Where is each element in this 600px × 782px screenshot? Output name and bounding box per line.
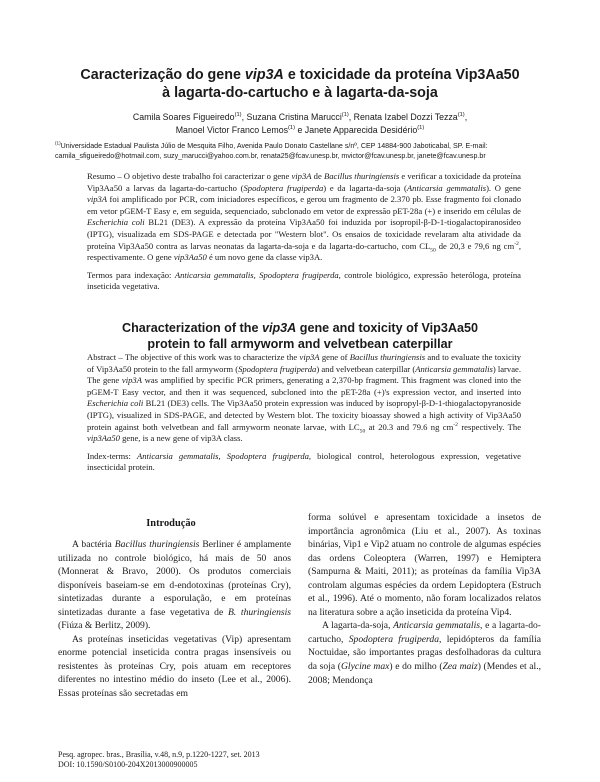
author-name: , Renata Izabel Dozzi Tezza <box>348 112 458 122</box>
author-affiliation-mark: (1) <box>288 125 296 132</box>
resumo-italic: vip3Aa50 <box>173 252 207 263</box>
resumo-text: de <box>311 171 324 181</box>
termos-italic: Anticarsia gemmatalis <box>174 269 254 280</box>
author-name: e Janete Apparecida Desidério <box>295 125 418 135</box>
resumo-text: ) e da lagarta-da-soja ( <box>323 182 407 193</box>
intro-text: , e a lagarta-do-cartucho, <box>308 620 541 645</box>
intro-text: A bactéria <box>72 539 115 550</box>
author-list <box>50 111 550 137</box>
resumo-italic: Escherichia coli <box>87 217 145 228</box>
title-pt-text: Caracterização do gene <box>80 67 245 83</box>
title-en-gene: vip3A <box>261 321 297 335</box>
termos-indexacao <box>87 270 521 293</box>
author-affiliation-mark: (1) <box>417 125 425 132</box>
abstract-block <box>87 352 521 474</box>
title-pt-gene: vip3A <box>244 67 284 83</box>
abstract-italic: Spodoptera frugiperda <box>238 363 317 374</box>
intro-paragraph-4 <box>308 619 541 687</box>
intro-text: A lagarta-da-soja, <box>322 620 394 632</box>
title-portuguese <box>40 66 560 102</box>
intro-italic: Anticarsia gemmatalis <box>393 620 480 632</box>
title-english <box>60 320 540 352</box>
title-pt-text: e toxicidade da proteína Vip3Aa50 <box>283 67 520 83</box>
resumo-text: Resumo – O objetivo deste trabalho foi caracterizar o gene <box>87 171 292 181</box>
resumo-subscript: 50 <box>430 247 436 254</box>
resumo-text: é um novo gene da classe vip3A. <box>206 252 323 263</box>
abstract-text: was amplified by specific PCR primers, generating a 2,370-bp fragment. This fragment was cloned into the pGEM-T Easy vector, and then it was sequenced, subcloned into the pET-28a (+)'s expression vector, and inserted into <box>87 375 521 397</box>
intro-paragraph-2: As proteínas inseticidas vegetativas (Vip) apresentam enorme potencial inseticida contra pragas insensíveis ou resistentes às proteínas Cry, pois atuam em receptores diferentes no intestino médio do inseto (Lee et al., 2006). Essas proteínas são secretadas em <box>58 633 291 700</box>
right-column <box>308 511 541 687</box>
author-affiliation-mark: (1) <box>457 112 465 119</box>
affiliation-emails: camila_sfigueiredo@hotmail.com, suzy_marucci@yahoo.com.br, renata25@fcav.unesp.br, mvictor@fcav.unesp.br, janete@fcav.unesp.br <box>55 151 486 160</box>
resumo-text: ). O gene <box>486 182 521 193</box>
intro-italic: B. thuringiensis <box>227 606 292 618</box>
page-footer <box>58 750 260 770</box>
index-terms <box>87 451 521 474</box>
abstract-text: respectively. The <box>457 421 522 432</box>
intro-italic: Glycine max <box>340 661 390 673</box>
intro-paragraph-1 <box>58 538 291 633</box>
resumo-text: e verificar a toxicidade da proteína Vip3Aa50 a larvas da lagarta-do-cartucho ( <box>87 171 521 193</box>
resumo-superscript: -2 <box>514 240 519 247</box>
termos-label: Termos para indexação: <box>87 269 175 280</box>
abstract-superscript: -2 <box>453 421 458 428</box>
affiliation-address: Universidade Estadual Paulista Júlio de Mesquita Filho, Avenida Paulo Donato Castellane s/nº, CEP 14884-900 Jaboticabal, SP. E-mail: <box>60 142 488 150</box>
title-en-text: gene and toxicity of Vip3Aa50 <box>296 321 478 335</box>
section-heading-introducao: Introdução <box>146 518 196 529</box>
abstract-text: Abstract – The objective of this work was to characterize the <box>87 352 300 362</box>
abstract-text: gene of <box>319 352 350 362</box>
resumo-paragraph <box>87 171 521 264</box>
resumo-block <box>87 171 521 293</box>
abstract-italic: vip3A <box>299 352 320 362</box>
affiliation <box>55 142 555 161</box>
title-en-text: Characterization of the <box>122 321 262 335</box>
abstract-text: gene, is a new gene of vip3A class. <box>119 433 243 444</box>
left-column <box>58 538 291 701</box>
intro-italic: Zea maiz <box>442 661 478 673</box>
resumo-text: BL21 (DE3). A expressão da proteína Vip3Aa50 foi induzida por isopropil-β-D-1-tiogalactopiranosídeo (IPTG), visualizada em SDS-PAGE e detectada por "Western blot". Os ensaios de toxicidade revelaram alta atividade da proteína Vip3Aa50 contra as larvas neonatas da lagarta-da-soja e da lagarta-do-cartucho, com CL <box>87 217 521 251</box>
abstract-italic: Anticarsia gemmatalis <box>415 363 493 374</box>
abstract-italic: Bacillus thuringiensis <box>349 352 426 362</box>
termos-text: , <box>253 269 260 280</box>
intro-text: Berliner é amplamente utilizada no controle biológico, há mais de 50 anos (Monnerat & Bravo, 2000). Os produtos comerciais disponíveis baseiam-se em d-endotoxinas (proteínas Cry), sintetizadas durante a esporulação, e em proteínas sintetizadas durante a fase vegetativa de <box>58 539 291 618</box>
doi-line: DOI: 10.1590/S0100-204X2013000900005 <box>58 760 198 769</box>
termos-text: , controle biológico, expressão heteróloga, proteína inseticida vegetativa. <box>87 269 521 292</box>
index-terms-label: Index-terms: <box>87 450 137 461</box>
index-terms-text: , biological control, heterologous expression, vegetative insecticidal protein. <box>87 450 521 473</box>
author-affiliation-mark: (1) <box>341 112 349 119</box>
abstract-text: and to evaluate the toxicity of Vip3Aa50 protein to the fall armyworm ( <box>87 352 522 374</box>
abstract-subscript: 50 <box>359 428 366 435</box>
author-separator: , <box>464 112 468 122</box>
resumo-italic: vip3A <box>87 194 108 205</box>
abstract-text: ) larvae. The gene <box>87 363 521 386</box>
abstract-italic: vip3Aa50 <box>87 433 120 444</box>
abstract-text: BL21 (DE3) cells. The Vip3Aa50 protein expression was induced by isopropyl-β-D-1-thiogalactopyranoside (IPTG), visualized in SDS-PAGE, and detected by Western blot. The toxicity bioassay showed a high activity of Vip3Aa50 protein against both velvetbean and fall armyworm neonate larvae, with LC <box>87 398 521 432</box>
resumo-text: foi amplificado por PCR, com iniciadores específicos, e gerou um fragmento de 2.370 pb. Esse fragmento foi clonado em vetor pGEM-T Easy e, em seguida, sequenciado, subclonado em vetor de expressão pET-28a (+) e inserido em células de <box>87 194 521 216</box>
abstract-italic: Escherichia coli <box>87 398 144 409</box>
intro-italic: Spodoptera frugiperda <box>348 633 439 645</box>
termos-italic: Spodoptera frugiperda <box>259 269 339 280</box>
intro-italic: Bacillus thuringiensis <box>114 539 200 550</box>
intro-text: ) (Mendes et al., 2008; Mendonça <box>308 661 541 686</box>
resumo-text: de 20,3 e 79,6 ng cm <box>435 240 515 251</box>
index-terms-italic: Anticarsia gemmatalis, Spodoptera frugiperda <box>137 450 309 461</box>
resumo-italic: Bacillus thuringiensis <box>323 171 400 181</box>
resumo-italic: Spodoptera frugiperda <box>243 182 324 193</box>
author-name: Camila Soares Figueiredo <box>132 112 235 122</box>
intro-text: (Fiúza & Berlitz, 2009). <box>58 620 151 632</box>
abstract-text: at 20.3 and 79.6 ng cm <box>365 421 454 432</box>
intro-text: ) e do milho ( <box>389 661 443 673</box>
intro-paragraph-3: forma solúvel e apresentam toxicidade a insetos de importância agronômica (Liu et al., 2007). As toxinas binárias, Vip1 e Vip2 atuam no controle de algumas espécies das ordens Coleoptera (Warren, 1997) e Hemiptera (Sampurna & Maiti, 2011); as proteínas da família Vip3A controlam algumas espécies da ordem Lepidoptera (Estruch et al., 1996). Até o momento, não foram localizados relatos na literatura sobre a ação inseticida da proteína Vip4. <box>308 512 541 618</box>
resumo-italic: Anticarsia gemmatalis <box>406 182 487 193</box>
citation-line: Pesq. agropec. bras., Brasília, v.48, n.9, p.1220-1227, set. 2013 <box>58 750 260 759</box>
intro-text: , lepidópteros da família Noctuidae, são importantes pragas desfolhadoras da cultura da soja ( <box>308 633 542 673</box>
title-en-line2: protein to fall armyworm and velvetbean caterpillar <box>147 337 453 351</box>
resumo-text: , respectivamente. O gene <box>87 240 521 263</box>
author-affiliation-mark: (1) <box>234 112 242 119</box>
author-name: , Suzana Cristina Marucci <box>241 112 342 122</box>
abstract-italic: vip3A <box>121 375 142 386</box>
abstract-paragraph <box>87 352 521 445</box>
resumo-italic: vip3A <box>291 171 312 181</box>
abstract-text: ) and velvetbean caterpillar ( <box>316 363 416 374</box>
title-pt-line2: à lagarta-do-cartucho e à lagarta-da-soja <box>162 85 438 101</box>
affiliation-mark: (1) <box>55 140 61 146</box>
author-name: Manoel Victor Franco Lemos <box>175 125 289 135</box>
